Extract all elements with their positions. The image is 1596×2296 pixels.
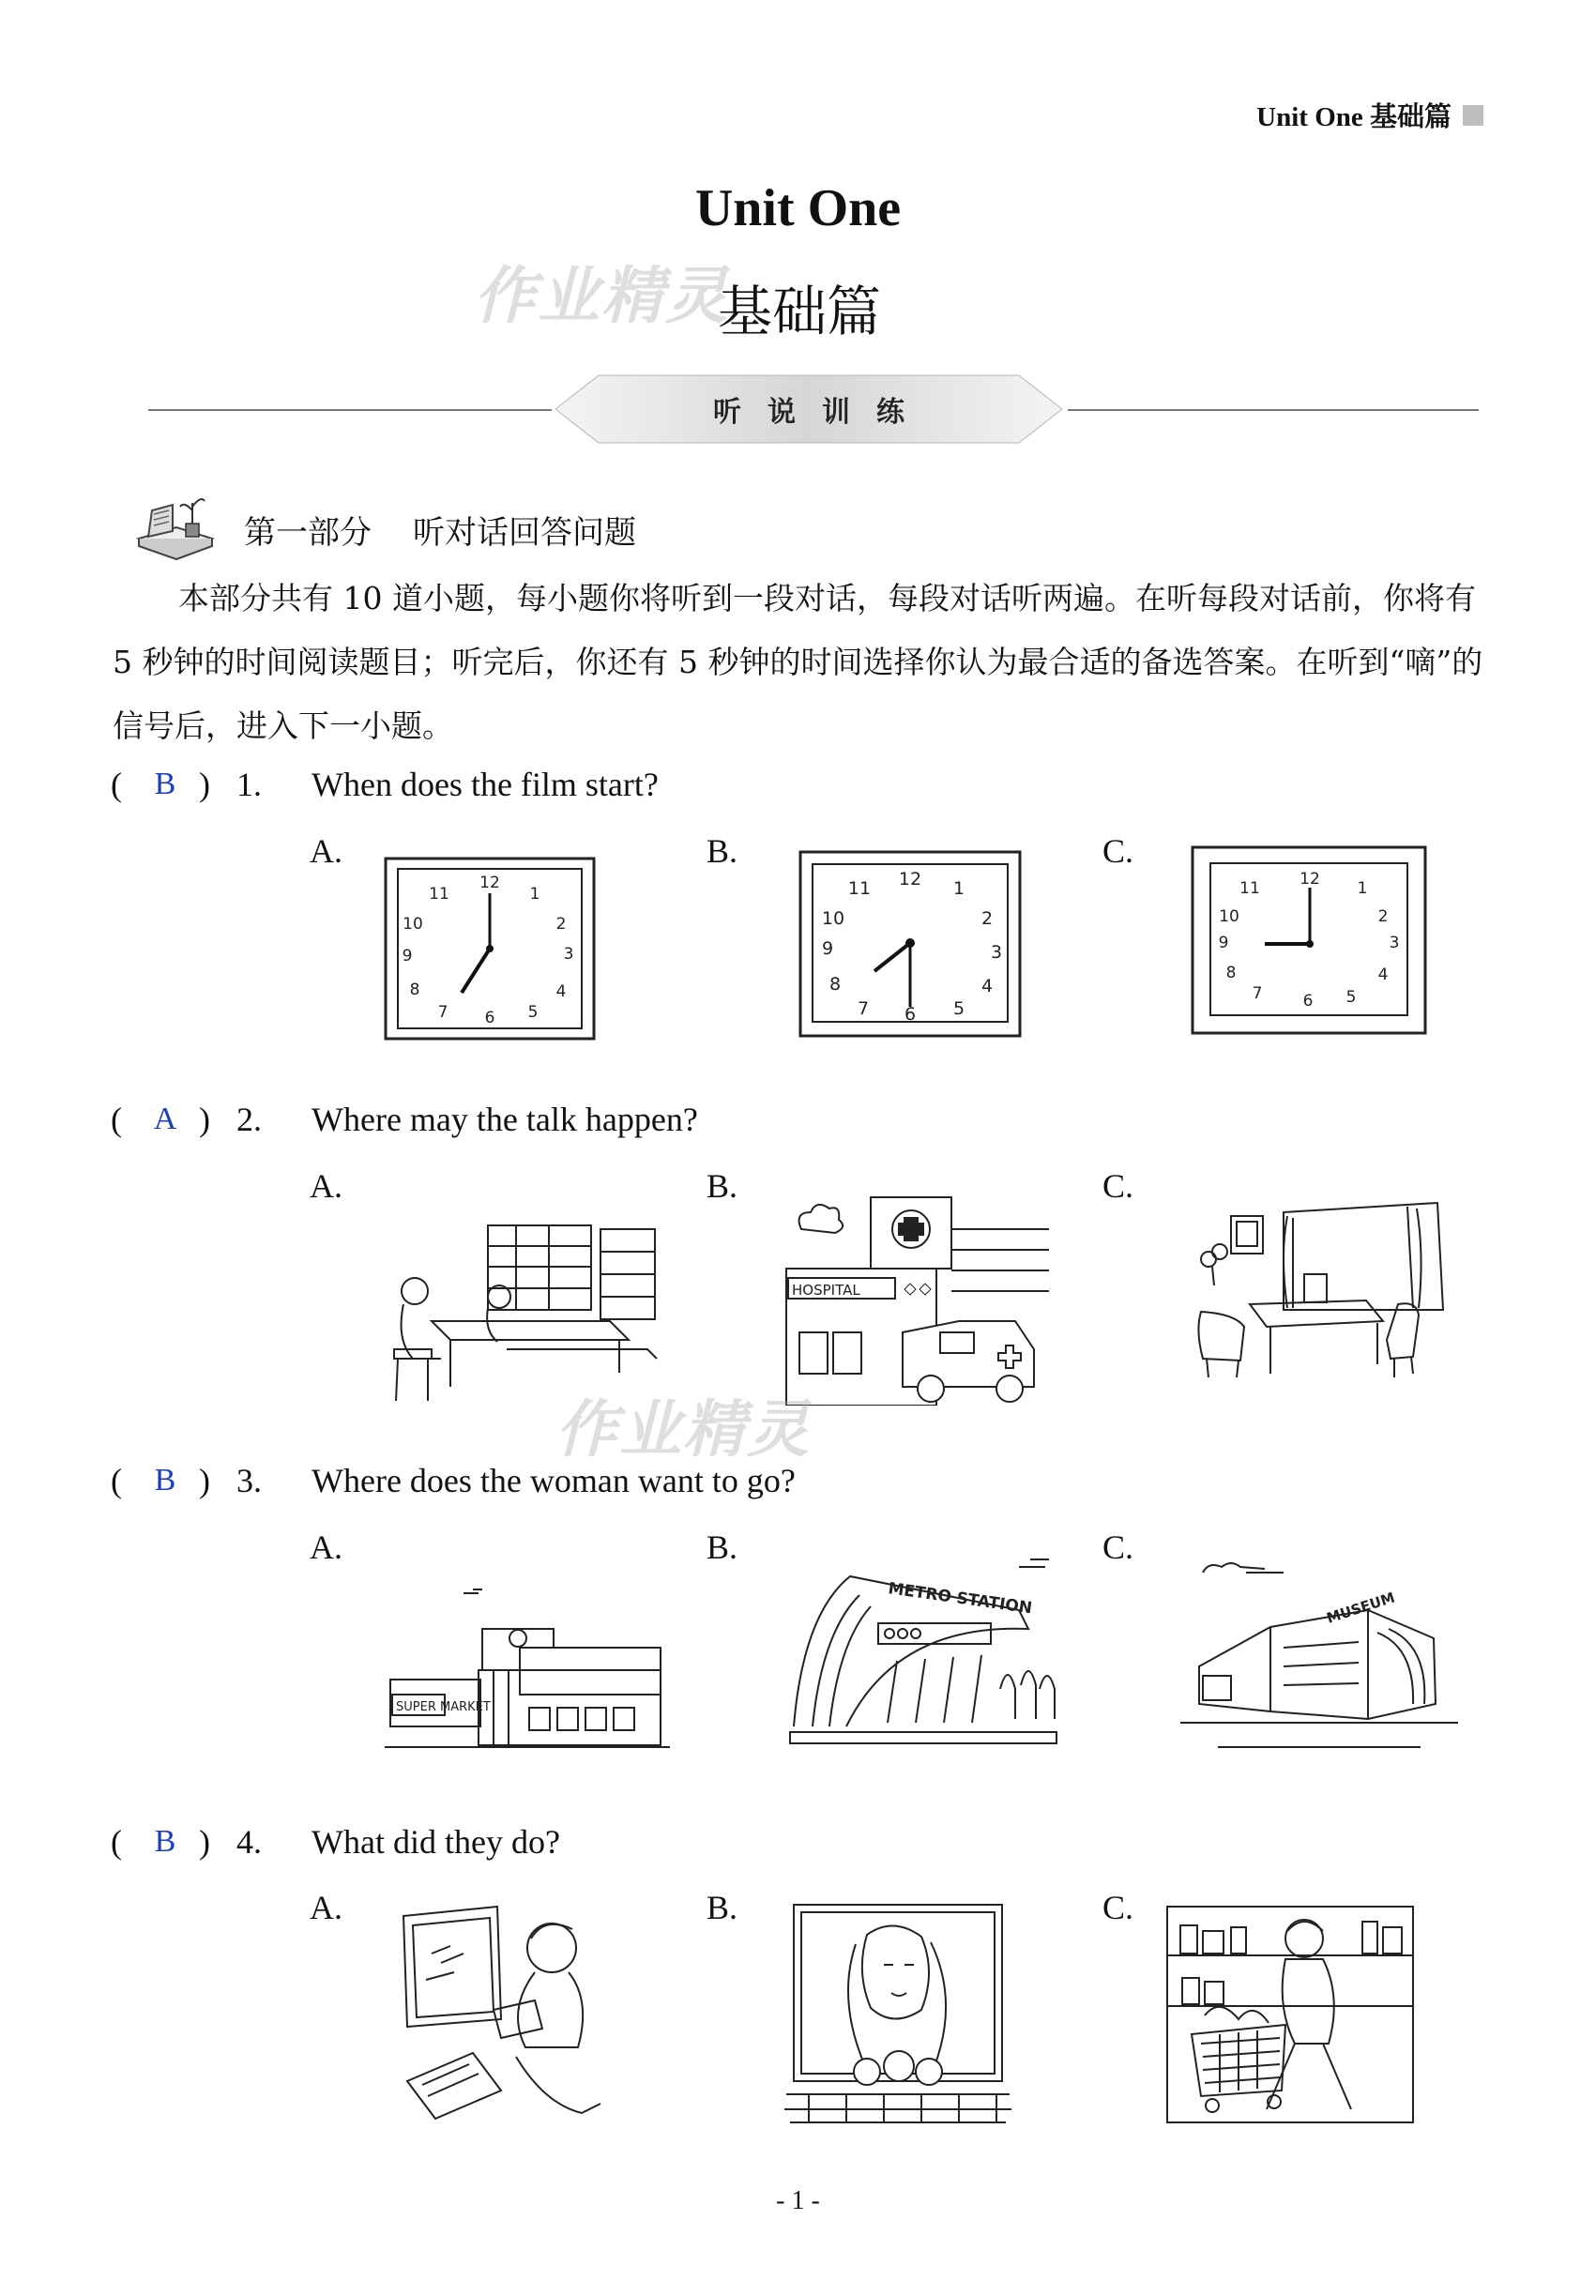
svg-text:11: 11 [429,885,449,904]
hospital-scene-icon[interactable] [781,1192,1049,1406]
section-banner [555,373,1062,445]
unit-subtitle: 基础篇 [718,280,882,343]
svg-text:7: 7 [1252,984,1263,1003]
answer-4[interactable]: B [154,1824,176,1859]
svg-text:4: 4 [980,976,994,996]
office-scene-icon[interactable] [1182,1199,1452,1381]
answer-2[interactable]: A [153,1102,177,1136]
unit-title: Unit One [694,179,902,237]
svg-text:1: 1 [952,878,965,899]
shopping-cart-icon[interactable] [1163,1903,1417,2126]
watermark-top: 作业精灵 [474,260,729,332]
svg-text:11: 11 [847,878,872,899]
svg-text:3: 3 [563,945,574,964]
svg-text:7: 7 [437,1003,448,1022]
cinema-screen-icon[interactable] [781,1897,1015,2128]
svg-text:8: 8 [409,981,420,999]
svg-text:2: 2 [555,915,567,934]
supermarket-sign: SUPER MARKET [396,1700,491,1714]
answer-paren-close: ) [199,1823,210,1861]
svg-text:10: 10 [1219,907,1239,926]
clock-7-30-icon[interactable] [798,849,1023,1039]
question-text: Where may the talk happen? [312,1101,698,1138]
instructions-paragraph: 本部分共有 10 道小题，每小题你将听到一段对话，每段对话听两遍。在听每段对话前，你将有 5 秒钟的时间阅读题目；听完后，你还有 5 秒钟的时间选择你认为最合适的备选答案。在听到“嘀”的信号后，进入下一小题。 [113,580,1483,744]
banner-text: 听说训练 [713,396,931,429]
question-2 [111,1100,698,1139]
question-1 [111,765,659,804]
svg-text:8: 8 [1225,964,1237,982]
section-heading [131,490,636,569]
running-header-text: Unit One 基础篇 [1256,102,1452,132]
option-label-a[interactable]: A. [310,832,342,870]
svg-text:9: 9 [821,938,834,959]
banner-right-rule [1068,409,1479,411]
question-text: When does the film start? [312,766,659,803]
banner-left-rule [148,409,552,411]
svg-text:6: 6 [484,1009,495,1027]
book-plant-icon [131,490,225,569]
svg-text:4: 4 [1377,966,1389,984]
library-scene-icon[interactable] [375,1218,661,1406]
svg-text:3: 3 [990,942,1003,963]
svg-text:12: 12 [898,869,922,890]
clock-7-00-icon[interactable] [383,856,597,1042]
svg-text:10: 10 [403,915,423,934]
option-label-a[interactable]: A. [310,1889,342,1926]
metro-station-icon[interactable] [784,1548,1072,1764]
option-label-b[interactable]: B. [707,1528,738,1566]
svg-text:5: 5 [952,998,965,1019]
question-number: 4. [236,1823,262,1861]
option-label-b[interactable]: B. [707,832,738,870]
answer-paren-open: ( [111,1462,122,1499]
svg-text:1: 1 [529,885,540,904]
answer-paren-open: ( [111,1101,122,1138]
option-label-a[interactable]: A. [310,1167,342,1205]
svg-text:6: 6 [904,1004,917,1025]
hospital-sign: HOSPITAL [792,1282,860,1299]
svg-text:4: 4 [555,982,567,1001]
svg-text:6: 6 [1302,992,1314,1011]
svg-text:10: 10 [821,908,845,929]
option-label-b[interactable]: B. [707,1889,738,1926]
running-header [1256,96,1483,134]
option-label-a[interactable]: A. [310,1528,342,1566]
svg-text:5: 5 [527,1003,539,1022]
svg-text:8: 8 [828,974,842,995]
svg-text:11: 11 [1239,879,1260,898]
question-4 [111,1822,560,1862]
svg-text:5: 5 [1345,988,1357,1007]
section-title: 第一部分 [244,513,372,552]
watermark-mid: 作业精灵 [555,1393,811,1466]
question-number: 2. [236,1101,262,1138]
clock-9-00-icon[interactable] [1190,844,1428,1036]
option-label-c[interactable]: C. [1102,1889,1134,1926]
svg-text:9: 9 [1218,934,1229,952]
kids-reading-icon[interactable] [385,1897,625,2128]
answer-paren-close: ) [199,1101,210,1138]
option-label-c[interactable]: C. [1102,1528,1134,1566]
museum-sign: MUSEUM [1324,1589,1397,1627]
question-number: 3. [236,1462,262,1499]
svg-text:12: 12 [479,874,500,892]
answer-paren-close: ) [199,1462,210,1499]
answer-paren-open: ( [111,1823,122,1861]
page-number: - 1 - [776,2186,820,2215]
svg-text:1: 1 [1357,879,1368,898]
answer-3[interactable]: B [154,1463,176,1498]
header-square-icon [1463,105,1483,126]
option-label-c[interactable]: C. [1102,832,1134,870]
answer-paren-open: ( [111,766,122,803]
answer-paren-close: ) [199,766,210,803]
svg-text:12: 12 [1300,870,1320,889]
option-label-c[interactable]: C. [1102,1167,1134,1205]
supermarket-building-icon[interactable] [379,1576,676,1760]
question-number: 1. [236,766,262,803]
question-text: Where does the woman want to go? [312,1462,796,1499]
question-text: What did they do? [312,1823,560,1861]
svg-text:2: 2 [980,908,994,929]
svg-text:3: 3 [1389,934,1400,952]
museum-building-icon[interactable] [1180,1554,1458,1766]
section-subtitle: 听对话回答问题 [413,513,636,552]
answer-1[interactable]: B [154,767,176,801]
metro-sign: METRO STATION [887,1579,1034,1619]
svg-text:2: 2 [1377,907,1389,926]
svg-text:9: 9 [402,947,413,966]
option-label-b[interactable]: B. [707,1167,738,1205]
svg-text:7: 7 [857,998,870,1019]
question-3 [111,1461,796,1500]
